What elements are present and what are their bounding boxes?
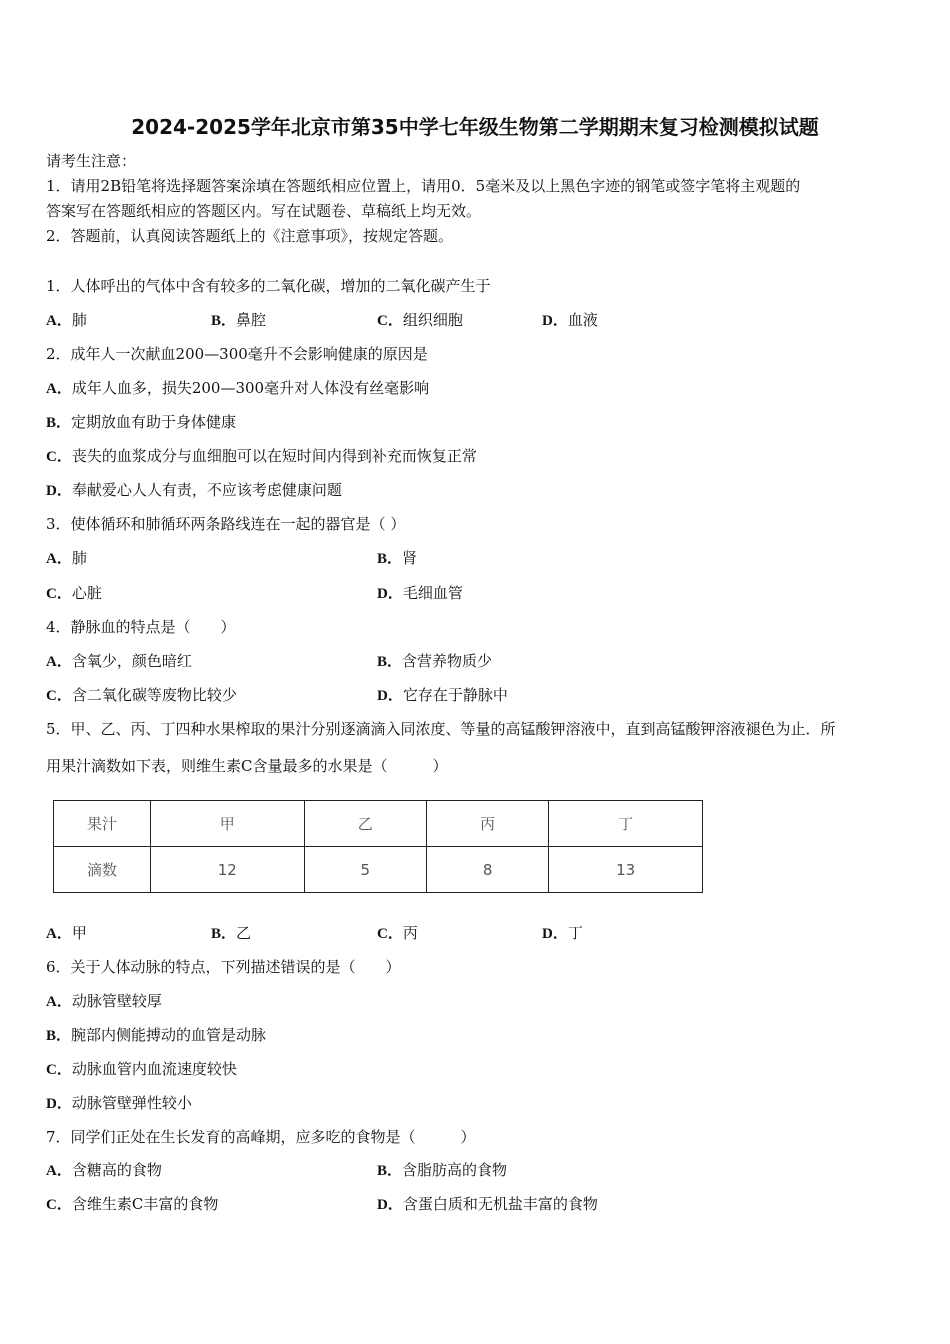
table-cell: 甲 <box>151 801 305 847</box>
juice-drops-table <box>53 800 703 893</box>
option-letter: D． <box>46 1096 72 1112</box>
question-2-option-b[interactable] <box>46 412 236 433</box>
question-1-option-d[interactable] <box>542 310 598 331</box>
notice-line-2: 2．答题前，认真阅读答题纸上的《注意事项》，按规定答题。 <box>46 227 454 245</box>
question-7-option-b[interactable] <box>377 1160 507 1181</box>
option-letter: A． <box>46 926 72 942</box>
option-letter: C． <box>46 586 72 602</box>
question-4-option-b[interactable] <box>377 651 492 672</box>
question-6-stem: 6．关于人体动脉的特点，下列描述错误的是（ ） <box>46 958 401 976</box>
option-text: 心脏 <box>71 584 102 602</box>
option-text: 甲 <box>71 924 87 942</box>
option-letter: B． <box>377 1163 403 1179</box>
page-title: 2024-2025学年北京市第35中学七年级生物第二学期期末复习检测模拟试题 <box>131 115 819 139</box>
option-letter: A． <box>46 381 72 397</box>
option-text: 动脉血管内血流速度较快 <box>71 1060 237 1078</box>
question-5-option-d[interactable] <box>542 923 583 944</box>
option-text: 丙 <box>402 924 418 942</box>
option-text: 它存在于静脉中 <box>402 686 508 704</box>
option-text: 鼻腔 <box>236 311 267 329</box>
option-letter: B． <box>211 313 237 329</box>
question-7-option-a[interactable] <box>46 1160 162 1181</box>
option-text: 含维生素C丰富的食物 <box>71 1195 219 1213</box>
option-letter: A． <box>46 654 72 670</box>
option-letter: A． <box>46 313 72 329</box>
option-text: 丁 <box>567 924 583 942</box>
question-2-stem: 2．成年人一次献血200—300毫升不会影响健康的原因是 <box>46 345 428 363</box>
notice-heading: 请考生注意： <box>46 152 137 170</box>
option-letter: C． <box>46 688 72 704</box>
question-3-option-d[interactable] <box>377 583 463 604</box>
question-2-option-a[interactable] <box>46 378 429 399</box>
option-letter: C． <box>377 926 403 942</box>
option-letter: B． <box>377 654 403 670</box>
option-text: 定期放血有助于身体健康 <box>71 413 237 431</box>
option-letter: B． <box>211 926 237 942</box>
question-6-option-b[interactable] <box>46 1025 266 1046</box>
option-letter: A． <box>46 994 72 1010</box>
question-4-option-c[interactable] <box>46 685 237 706</box>
option-text: 动脉管壁弹性较小 <box>71 1094 192 1112</box>
question-6-option-a[interactable] <box>46 991 162 1012</box>
option-text: 含氧少，颜色暗红 <box>71 652 192 670</box>
option-text: 含二氧化碳等废物比较少 <box>71 686 237 704</box>
option-letter: C． <box>377 313 403 329</box>
option-text: 含脂肪高的食物 <box>402 1161 508 1179</box>
question-5-stem-1: 5．甲、乙、丙、丁四种水果榨取的果汁分别逐滴滴入同浓度、等量的高锰酸钾溶液中，直到高锰酸钾溶液褪色为止．所 <box>46 720 836 738</box>
question-7-option-c[interactable] <box>46 1194 218 1215</box>
option-letter: C． <box>46 1197 72 1213</box>
table-cell: 13 <box>549 847 703 893</box>
table-cell: 滴数 <box>54 847 151 893</box>
option-letter: B． <box>46 1028 72 1044</box>
question-1-stem: 1．人体呼出的气体中含有较多的二氧化碳，增加的二氧化碳产生于 <box>46 277 491 295</box>
question-1-option-c[interactable] <box>377 310 463 331</box>
notice-line-1b: 答案写在答题纸相应的答题区内。写在试题卷、草稿纸上均无效。 <box>46 202 482 220</box>
question-7-stem: 7．同学们正处在生长发育的高峰期，应多吃的食物是（ ） <box>46 1128 476 1146</box>
table-row <box>54 801 703 847</box>
option-letter: B． <box>377 551 403 567</box>
option-text: 肺 <box>71 311 87 329</box>
question-3-stem: 3．使体循环和肺循环两条路线连在一起的器官是（ ） <box>46 515 406 533</box>
option-letter: B． <box>46 415 72 431</box>
table-cell: 乙 <box>304 801 426 847</box>
option-letter: D． <box>377 586 403 602</box>
notice-line-1a: 1．请用2B铅笔将选择题答案涂填在答题纸相应位置上，请用0．5毫米及以上黑色字迹的钢笔或签字笔将主观题的 <box>46 177 801 195</box>
question-5-stem-2: 用果汁滴数如下表，则维生素C含量最多的水果是（ ） <box>46 757 448 775</box>
option-text: 含糖高的食物 <box>71 1161 162 1179</box>
question-1-option-a[interactable] <box>46 310 87 331</box>
question-1-option-b[interactable] <box>211 310 266 331</box>
table-cell: 丙 <box>426 801 548 847</box>
question-4-option-a[interactable] <box>46 651 192 672</box>
question-3-option-b[interactable] <box>377 548 417 569</box>
option-text: 奉献爱心人人有责，不应该考虑健康问题 <box>71 481 342 499</box>
question-3-option-a[interactable] <box>46 548 87 569</box>
question-5-option-c[interactable] <box>377 923 418 944</box>
question-7-option-d[interactable] <box>377 1194 598 1215</box>
option-letter: D． <box>377 688 403 704</box>
table-row <box>54 847 703 893</box>
option-text: 含蛋白质和无机盐丰富的食物 <box>402 1195 598 1213</box>
option-letter: A． <box>46 1163 72 1179</box>
question-2-option-d[interactable] <box>46 480 342 501</box>
question-2-option-c[interactable] <box>46 446 477 467</box>
option-text: 血液 <box>567 311 598 329</box>
option-text: 肾 <box>402 549 418 567</box>
question-4-option-d[interactable] <box>377 685 508 706</box>
option-text: 腕部内侧能搏动的血管是动脉 <box>71 1026 267 1044</box>
option-text: 组织细胞 <box>402 311 463 329</box>
table-cell: 5 <box>304 847 426 893</box>
question-5-option-a[interactable] <box>46 923 87 944</box>
question-6-option-d[interactable] <box>46 1093 192 1114</box>
option-text: 动脉管壁较厚 <box>71 992 162 1010</box>
question-5-option-b[interactable] <box>211 923 251 944</box>
question-3-option-c[interactable] <box>46 583 102 604</box>
table-cell: 12 <box>151 847 305 893</box>
option-letter: D． <box>377 1197 403 1213</box>
option-letter: D． <box>46 483 72 499</box>
option-text: 成年人血多，损失200—300毫升对人体没有丝毫影响 <box>71 379 430 397</box>
option-letter: D． <box>542 313 568 329</box>
option-letter: C． <box>46 1062 72 1078</box>
option-text: 肺 <box>71 549 87 567</box>
option-text: 乙 <box>236 924 252 942</box>
option-text: 含营养物质少 <box>402 652 493 670</box>
option-text: 丧失的血浆成分与血细胞可以在短时间内得到补充而恢复正常 <box>71 447 477 465</box>
option-letter: D． <box>542 926 568 942</box>
option-text: 毛细血管 <box>402 584 463 602</box>
question-4-stem: 4．静脉血的特点是（ ） <box>46 618 236 636</box>
option-letter: A． <box>46 551 72 567</box>
table-cell: 丁 <box>549 801 703 847</box>
option-letter: C． <box>46 449 72 465</box>
question-6-option-c[interactable] <box>46 1059 237 1080</box>
table-cell: 果汁 <box>54 801 151 847</box>
table-cell: 8 <box>426 847 548 893</box>
